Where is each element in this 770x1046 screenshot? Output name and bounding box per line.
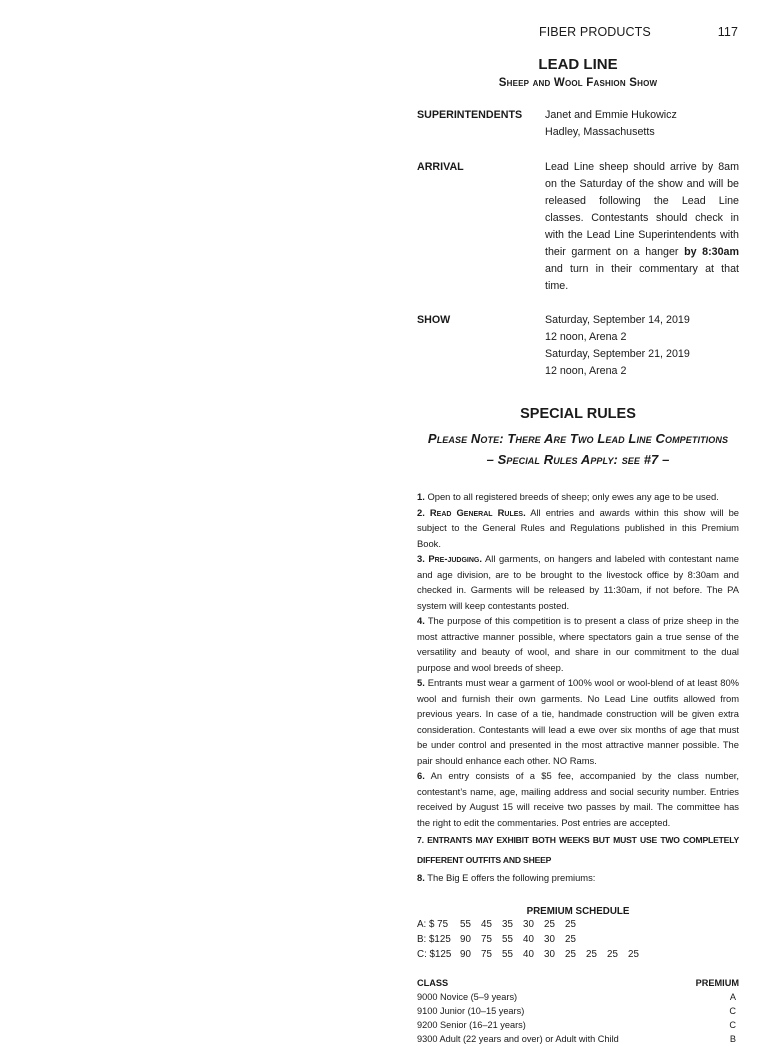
class-row — [417, 990, 739, 1004]
page-column — [417, 24, 739, 1046]
arrival-text-before: Lead Line sheep should arrive by 8am on the Saturday of the show and will be released following the Lead Line classes. Contestants should check in with the Lead Line Superintendents with their garment on a hanger — [545, 161, 739, 258]
premium-value: 30 — [544, 933, 555, 945]
rules-list — [417, 489, 739, 886]
class-name: 9200 Senior (16–21 years) — [417, 1019, 526, 1030]
rule-number: 7. — [417, 835, 424, 845]
show-time-1: 12 noon, Arena 2 — [545, 331, 627, 343]
premium-column-header: PREMIUM — [695, 977, 739, 988]
premium-value: 55 — [460, 918, 471, 930]
class-premium: C — [729, 1019, 736, 1030]
rule-number: 2. — [417, 506, 425, 518]
class-name: 9100 Junior (10–15 years) — [417, 1005, 525, 1016]
show-value — [545, 312, 739, 380]
premium-value: 40 — [523, 948, 534, 960]
rule-number: 5. — [417, 677, 425, 688]
rule-lead: Pre-judging. — [428, 553, 482, 564]
superintendents-row — [417, 107, 739, 141]
superintendents-names: Janet and Emmie Hukowicz — [545, 109, 677, 121]
premium-row — [417, 932, 739, 947]
arrival-row — [417, 159, 739, 295]
show-date-1: Saturday, September 14, 2019 — [545, 314, 690, 326]
rule-number: 6. — [417, 770, 425, 781]
premium-value: 25 — [586, 948, 597, 960]
class-premium: B — [729, 1033, 736, 1044]
rule-number: 4. — [417, 615, 425, 626]
show-row — [417, 312, 739, 380]
rule-text: All entries and awards within this show will be subject to the General Rules and Regulations published in this Premium Book. — [417, 506, 739, 549]
class-table-header — [417, 976, 739, 990]
premium-value: 45 — [481, 918, 492, 930]
premium-value: 75 — [481, 948, 492, 960]
class-row — [417, 1018, 739, 1032]
premium-schedule-title: PREMIUM SCHEDULE — [526, 905, 630, 917]
premium-row-label: B: $125 — [417, 933, 451, 945]
superintendents-location: Hadley, Massachusetts — [545, 126, 655, 138]
page-number: 117 — [717, 25, 738, 39]
rule-text: Entrants must wear a garment of 100% wool or wool-blend of at least 80% wool and furnish their own garments. No Lead Line outfits allowed from previous years. In case of a tie, handmade construction will be given extra consideration. Contestants will lead a ewe over six months of age that must be under control and presented in the most attractive manner possible. The pair should enhance each other. NO Rams. — [417, 677, 739, 766]
premium-row — [417, 947, 739, 962]
special-rules-note — [417, 428, 739, 470]
rule-item — [417, 870, 739, 886]
rule-item — [417, 768, 739, 830]
premium-row — [417, 917, 739, 932]
arrival-text-after: and turn in their commentary at that time. — [545, 263, 739, 292]
premium-row-label: C: $125 — [417, 948, 452, 960]
rule-text: Open to all registered breeds of sheep; only ewes any age to be used. — [427, 491, 719, 502]
premium-value: 55 — [502, 948, 513, 960]
premium-value: 55 — [502, 933, 513, 945]
page-title: LEAD LINE — [538, 56, 618, 73]
class-table — [417, 990, 739, 1046]
rule-number: 1. — [417, 491, 425, 502]
special-rules-title: SPECIAL RULES — [520, 406, 636, 422]
rule-text: The purpose of this competition is to present a class of prize sheep in the most attractive manner possible, where spectators gain a true sense of the versatility and beauty of wool, and share in our commitment to the dual purpose and wool breeds of sheep. — [417, 615, 739, 673]
rule-item — [417, 675, 739, 768]
rule-item — [417, 489, 739, 505]
premium-value: 25 — [565, 918, 576, 930]
class-column-header: CLASS — [417, 977, 449, 988]
premium-value: 25 — [544, 918, 555, 930]
arrival-time: by 8:30am — [684, 246, 739, 258]
class-name: 9300 Adult (22 years and over) or Adult with Child — [417, 1033, 619, 1044]
rule-number: 8. — [417, 872, 425, 883]
rule-text: All garments, on hangers and labeled with contestant name and age division, are to be brought to the livestock office by 8:30am and checked in. Garments will be released by 11:30am, if not before. The PA system will keep contestants posted. — [417, 553, 739, 611]
rule-number: 3. — [417, 553, 425, 564]
premium-value: 40 — [523, 933, 534, 945]
running-header — [417, 24, 739, 42]
class-premium: C — [729, 1005, 736, 1016]
rule-text: An entry consists of a $5 fee, accompanied by the class number, contestant’s name, age, mailing address and social security number. Entries received by August 15 will receive two passes by mail. The committee has the right to edit the commentaries. Post entries are accepted. — [417, 770, 739, 828]
arrival-value — [545, 159, 739, 295]
superintendents-value — [545, 107, 739, 141]
premium-value: 90 — [460, 933, 471, 945]
premium-value: 75 — [481, 933, 492, 945]
rule-item — [417, 505, 739, 552]
rule-item — [417, 551, 739, 613]
rule-text: ENTRANTS MAY EXHIBIT BOTH WEEKS BUT MUST USE TWO COMPLETELY DIFFERENT OUTFITS AND SHEEP — [417, 835, 739, 865]
show-date-2: Saturday, September 21, 2019 — [545, 348, 690, 360]
rule-lead: Read General Rules. — [429, 506, 526, 518]
special-rules-note-line-2: – Special Rules Apply: see #7 – — [486, 452, 670, 467]
arrival-label: ARRIVAL — [417, 161, 464, 173]
premium-value: 90 — [460, 948, 471, 960]
premium-value: 25 — [628, 948, 639, 960]
premium-value: 30 — [544, 948, 555, 960]
class-row — [417, 1032, 739, 1046]
rule-text: The Big E offers the following premiums: — [427, 872, 596, 883]
premium-value: 25 — [565, 933, 576, 945]
rule-item — [417, 613, 739, 675]
premium-value: 25 — [565, 948, 576, 960]
section-title: FIBER PRODUCTS — [539, 25, 651, 39]
premium-schedule-table — [417, 917, 739, 962]
rule-item — [417, 830, 739, 870]
premium-value: 25 — [607, 948, 618, 960]
show-time-2: 12 noon, Arena 2 — [545, 365, 627, 377]
class-name: 9000 Novice (5–9 years) — [417, 991, 518, 1002]
special-rules-note-line-1: Please Note: There Are Two Lead Line Competitions — [427, 431, 729, 446]
page-subtitle: Sheep and Wool Fashion Show — [498, 77, 658, 89]
show-label: SHOW — [417, 314, 451, 326]
class-row — [417, 1004, 739, 1018]
superintendents-label: SUPERINTENDENTS — [417, 109, 523, 121]
class-premium: A — [729, 991, 736, 1002]
premium-value: 30 — [523, 918, 534, 930]
arrival-text — [545, 159, 739, 295]
premium-row-label: A: $ 75 — [417, 918, 449, 930]
premium-value: 35 — [502, 918, 513, 930]
